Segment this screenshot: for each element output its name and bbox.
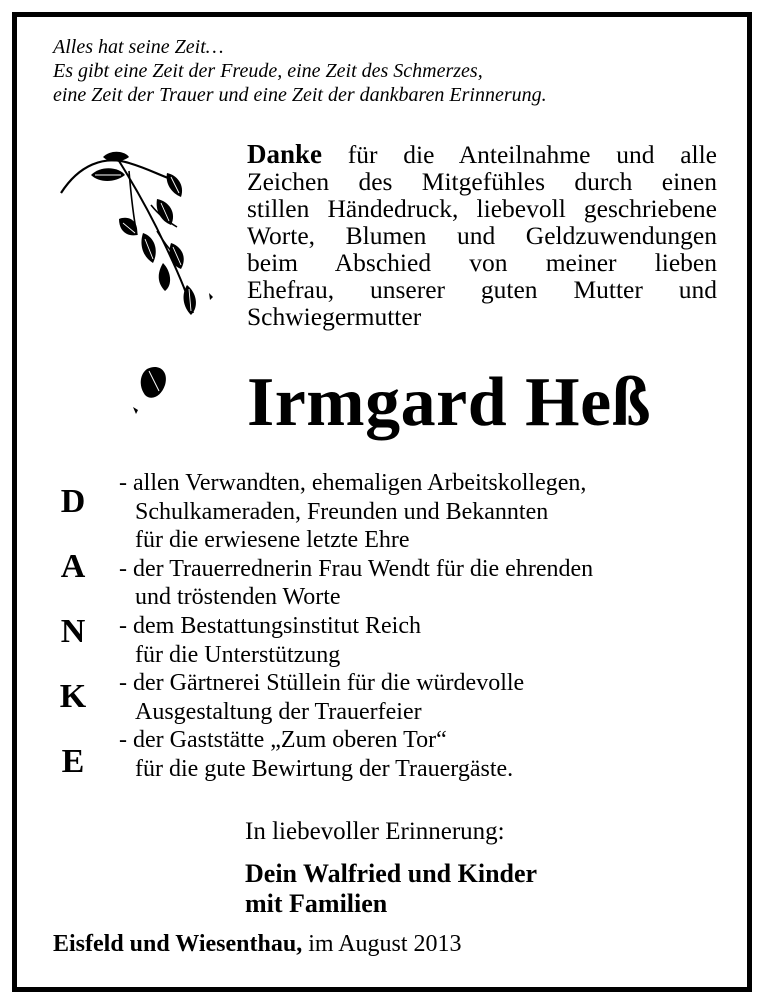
date-text: im August 2013 [302,931,462,957]
quote-line: Alles hat seine Zeit… [53,36,224,58]
quote-line: Es gibt eine Zeit der Freude, eine Zeit des Schmerzes, [53,60,483,82]
quote-line: eine Zeit der Trauer und eine Zeit der dankbaren Erinnerung. [53,84,547,106]
birch-branch-illustration [59,135,229,325]
danke-letter: K [59,678,87,715]
acknowledgement-line: für die Unterstützung [135,641,341,668]
acknowledgement-line: - dem Bestattungsinstitut Reich [119,612,421,639]
thanks-line-rest: für die Anteilnahme und alle [322,140,717,169]
thanks-line: beim Abschied von meiner lieben [247,248,717,277]
quote-block [53,35,547,107]
acknowledgement-line: für die gute Bewirtung der Trauergäste. [135,755,514,782]
acknowledgement-line: Ausgestaltung der Trauerfeier [135,698,422,725]
deceased-name: Irmgard Heß [247,364,652,441]
signature-line: Dein Walfried und Kinder [245,859,538,888]
obituary-frame [12,12,752,992]
acknowledgement-line: - allen Verwandten, ehemaligen Arbeitskollegen, [119,470,587,496]
remembrance-line: In liebevoller Erinnerung: [245,818,505,845]
acknowledgement-line: - der Trauerrednerin Frau Wendt für die ehrenden [119,555,594,582]
signature-block [245,859,537,919]
place-date [53,929,462,959]
signature-line: mit Familien [245,889,388,918]
thanks-line [247,141,717,168]
acknowledgement-line: - der Gaststätte „Zum oberen Tor“ [119,727,447,754]
acknowledgement-line: und tröstenden Worte [135,584,341,611]
danke-letter: A [60,548,86,585]
thanks-line: stillen Händedruck, liebevoll geschriebene [247,194,717,223]
thanks-line: Ehefrau, unserer guten Mutter und [247,275,717,304]
falling-leaf-illustration [129,359,179,419]
thanks-line: Schwiegermutter [247,302,422,331]
danke-letter: D [60,483,86,520]
acknowledgement-list [119,469,593,784]
acknowledgement-line: für die erwiesene letzte Ehre [135,527,410,554]
thanks-line: Zeichen des Mitgefühles durch einen [247,167,717,196]
danke-letter: N [60,613,86,650]
acknowledgement-line: Schulkameraden, Freunden und Bekannten [135,498,549,525]
acknowledgement-line: - der Gärtnerei Stüllein für die würdevolle [119,670,525,697]
thanks-line: Worte, Blumen und Geldzuwendungen [247,221,717,250]
danke-vertical-letters [53,477,93,802]
danke-letter: E [61,743,85,780]
place-names: Eisfeld und Wiesenthau, [53,931,303,957]
danke-bold-word: Danke [247,139,323,169]
thanks-paragraph [247,141,717,330]
